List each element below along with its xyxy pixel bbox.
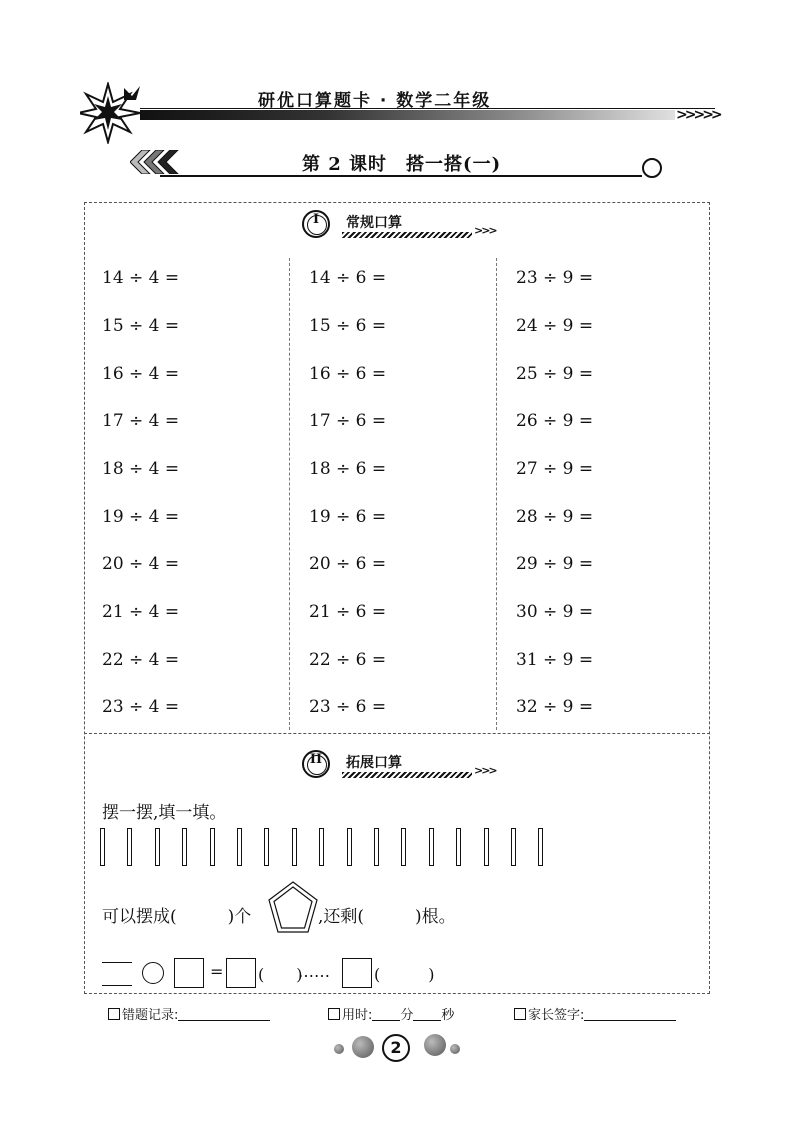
problem-item: 18 ÷ 4 = [102,459,180,479]
errors-blank[interactable] [178,1008,270,1021]
header-gradient-bar [140,110,675,120]
equals-sign: = [210,962,224,981]
section-divider [84,733,710,734]
matchstick-icon [292,828,297,866]
parent-signature-field[interactable] [514,1004,676,1023]
matchstick-icon [538,828,543,866]
problem-item: 30 ÷ 9 = [516,602,594,622]
matchstick-icon [429,828,434,866]
page-dot-icon [352,1036,374,1058]
problem-item: 15 ÷ 4 = [102,316,180,336]
problem-item: 25 ÷ 9 = [516,364,594,384]
minutes-label: 分 [400,1008,414,1023]
problem-item: 18 ÷ 6 = [309,459,387,479]
section2-label: 拓展口算 [346,755,402,771]
checkbox-icon[interactable] [328,1008,340,1020]
problem-item: 23 ÷ 4 = [102,697,180,717]
seconds-label: 秒 [441,1008,455,1023]
section2-number: II [309,752,323,767]
problem-item: 17 ÷ 4 = [102,411,180,431]
matchstick-icon [374,828,379,866]
problem-item: 15 ÷ 6 = [309,316,387,336]
lesson-chevron-icon [130,150,186,174]
matchstick-icon [456,828,461,866]
problem-item: 23 ÷ 9 = [516,268,594,288]
problem-item: 31 ÷ 9 = [516,650,594,670]
divisor-box[interactable] [174,958,204,988]
matchstick-icon [182,828,187,866]
problem-item: 32 ÷ 9 = [516,697,594,717]
problem-item: 20 ÷ 4 = [102,554,180,574]
quotient-unit-paren[interactable]: ( ) [258,965,303,984]
matchstick-icon [484,828,489,866]
problem-item: 22 ÷ 6 = [309,650,387,670]
quotient-box[interactable] [226,958,256,988]
section-arrows-icon: >>> [474,224,496,237]
seconds-blank[interactable] [413,1008,441,1021]
dividend-blank-bottom [102,985,132,986]
time-label: 用时: [342,1008,373,1023]
matchstick-icon [264,828,269,866]
matchstick-icon [210,828,215,866]
column-divider [289,258,290,730]
remainder-unit-paren[interactable]: ( ) [374,965,435,984]
section1-label: 常规口算 [346,215,402,231]
section1-number: I [312,212,320,227]
page-dot-icon [450,1044,460,1054]
problem-item: 27 ÷ 9 = [516,459,594,479]
pentagon-matchstick-icon [265,878,321,938]
problem-item: 26 ÷ 9 = [516,411,594,431]
matchstick-icon [127,828,132,866]
problem-item: 17 ÷ 6 = [309,411,387,431]
problem-item: 19 ÷ 4 = [102,507,180,527]
page-dot-icon [424,1034,446,1056]
problem-item: 29 ÷ 9 = [516,554,594,574]
errors-record-field[interactable] [108,1004,270,1023]
problem-item: 21 ÷ 6 = [309,602,387,622]
problem-item: 19 ÷ 6 = [309,507,387,527]
checkbox-icon[interactable] [108,1008,120,1020]
problem-item: 20 ÷ 6 = [309,554,387,574]
column-divider [496,258,497,730]
dividend-blank-top [102,962,132,963]
errors-label: 错题记录: [122,1008,179,1023]
matchstick-icon [155,828,160,866]
signature-blank[interactable] [584,1008,676,1021]
parent-label: 家长签字: [528,1008,585,1023]
book-title: 研优口算题卡 · 数学二年级 [258,91,492,111]
remainder-dots: …… [298,962,330,981]
instruction-text: 摆一摆,填一填。 [102,803,227,823]
page-dot-icon [334,1044,344,1054]
matchstick-icon [511,828,516,866]
lesson-circle-icon [642,158,662,178]
star-logo-icon [80,82,142,144]
problem-item: 14 ÷ 6 = [309,268,387,288]
checkbox-icon[interactable] [514,1008,526,1020]
header-chevrons-icon: >>>>> [676,107,720,123]
page-number: 2 [382,1034,410,1062]
section-underbar [342,232,472,238]
sentence-part-2: ,还剩( )根。 [318,907,456,927]
minutes-blank[interactable] [372,1008,400,1021]
problem-item: 16 ÷ 4 = [102,364,180,384]
problem-item: 21 ÷ 4 = [102,602,180,622]
lesson-title: 第 2 课时 搭一搭(一) [302,154,502,175]
matchstick-icon [319,828,324,866]
section-arrows-icon: >>> [474,764,496,777]
problem-item: 24 ÷ 9 = [516,316,594,336]
matchstick-icon [100,828,105,866]
problem-item: 28 ÷ 9 = [516,507,594,527]
problem-item: 16 ÷ 6 = [309,364,387,384]
problem-item: 14 ÷ 4 = [102,268,180,288]
section-underbar [342,772,472,778]
matchstick-icon [237,828,242,866]
problem-item: 22 ÷ 4 = [102,650,180,670]
matchstick-icon [401,828,406,866]
problem-item: 23 ÷ 6 = [309,697,387,717]
remainder-box[interactable] [342,958,372,988]
operator-circle[interactable] [142,962,164,984]
sentence-part-1: 可以摆成( )个 [102,907,252,927]
matchstick-icon [347,828,352,866]
time-field[interactable] [328,1004,454,1023]
